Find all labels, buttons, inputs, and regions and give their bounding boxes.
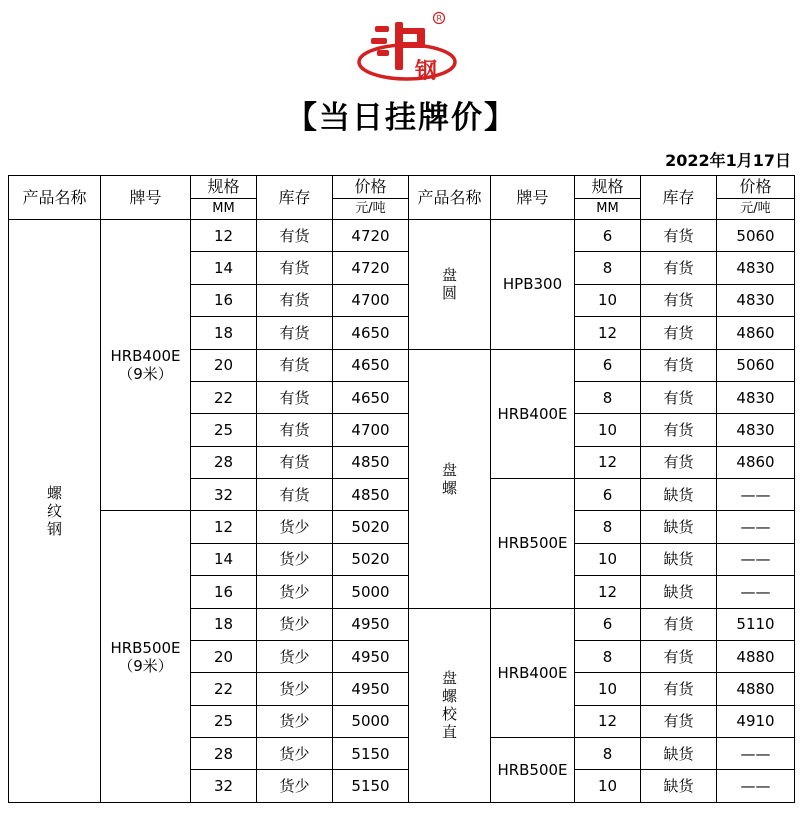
price-cell: 5020 [333, 511, 409, 543]
spec-cell: 14 [191, 543, 257, 575]
spec-cell: 12 [575, 317, 641, 349]
price-cell: 4830 [717, 414, 795, 446]
spec-cell: 10 [575, 414, 641, 446]
stock-cell: 货少 [257, 543, 333, 575]
brand-cell: HRB400E [491, 349, 575, 479]
stock-cell: 货少 [257, 640, 333, 672]
brand-cell: HRB500E [491, 738, 575, 803]
spec-cell: 12 [575, 576, 641, 608]
header-price: 价格 [717, 176, 795, 199]
spec-cell: 25 [191, 414, 257, 446]
header-price-unit: 元/吨 [717, 199, 795, 220]
price-cell: 4700 [333, 284, 409, 316]
stock-cell: 有货 [641, 349, 717, 381]
spec-cell: 12 [575, 446, 641, 478]
price-cell: 4950 [333, 673, 409, 705]
price-cell: 5000 [333, 705, 409, 737]
stock-cell: 货少 [257, 673, 333, 705]
stock-cell: 有货 [257, 317, 333, 349]
spec-cell: 20 [191, 640, 257, 672]
header-spec: 规格 [191, 176, 257, 199]
product-name-cell: 螺 纹 钢 [9, 220, 101, 803]
price-cell: 4950 [333, 640, 409, 672]
brand-cell: HRB500E （9米） [101, 511, 191, 803]
header-price: 价格 [333, 176, 409, 199]
page-title: 【当日挂牌价】 [286, 100, 517, 136]
price-cell: —— [717, 479, 795, 511]
header-spec-unit: MM [191, 199, 257, 220]
price-cell: 4830 [717, 381, 795, 413]
header-brand: 牌号 [101, 176, 191, 220]
stock-cell: 货少 [257, 770, 333, 803]
spec-cell: 14 [191, 252, 257, 284]
spec-cell: 28 [191, 738, 257, 770]
stock-cell: 有货 [257, 220, 333, 252]
company-logo [355, 10, 461, 86]
spec-cell: 18 [191, 317, 257, 349]
header-spec-unit: MM [575, 199, 641, 220]
stock-cell: 有货 [257, 349, 333, 381]
price-cell: —— [717, 576, 795, 608]
table-row [9, 220, 795, 252]
price-cell: —— [717, 543, 795, 575]
stock-cell: 货少 [257, 576, 333, 608]
spec-cell: 16 [191, 576, 257, 608]
price-cell: 4880 [717, 673, 795, 705]
stock-cell: 货少 [257, 511, 333, 543]
header-spec: 规格 [575, 176, 641, 199]
price-cell: —— [717, 738, 795, 770]
price-cell: 4860 [717, 317, 795, 349]
stock-cell: 有货 [641, 446, 717, 478]
price-cell: —— [717, 770, 795, 803]
header-product-name: 产品名称 [409, 176, 491, 220]
stock-cell: 有货 [257, 414, 333, 446]
spec-cell: 8 [575, 738, 641, 770]
price-cell: 5110 [717, 608, 795, 640]
stock-cell: 缺货 [641, 576, 717, 608]
header-stock: 库存 [641, 176, 717, 220]
spec-cell: 10 [575, 284, 641, 316]
spec-cell: 32 [191, 479, 257, 511]
stock-cell: 有货 [641, 220, 717, 252]
stock-cell: 货少 [257, 705, 333, 737]
product-name-cell: 盘 螺 校 直 [409, 608, 491, 803]
spec-cell: 32 [191, 770, 257, 803]
price-cell: 5150 [333, 770, 409, 803]
price-cell: 4830 [717, 252, 795, 284]
product-name-cell: 盘 圆 [409, 220, 491, 350]
price-cell: 4850 [333, 479, 409, 511]
price-cell: 4720 [333, 252, 409, 284]
header-price-unit: 元/吨 [333, 199, 409, 220]
price-cell: 4850 [333, 446, 409, 478]
stock-cell: 有货 [641, 705, 717, 737]
price-cell: 4910 [717, 705, 795, 737]
spec-cell: 8 [575, 511, 641, 543]
price-cell: 4830 [717, 284, 795, 316]
stock-cell: 有货 [641, 414, 717, 446]
stock-cell: 缺货 [641, 543, 717, 575]
spec-cell: 8 [575, 381, 641, 413]
stock-cell: 缺货 [641, 511, 717, 543]
brand-cell: HRB400E [491, 608, 575, 738]
spec-cell: 10 [575, 673, 641, 705]
spec-cell: 22 [191, 673, 257, 705]
stock-cell: 有货 [257, 252, 333, 284]
price-cell: 5060 [717, 349, 795, 381]
price-cell: 5060 [717, 220, 795, 252]
spec-cell: 16 [191, 284, 257, 316]
stock-cell: 有货 [641, 673, 717, 705]
logo-steel-char: 钢 [415, 58, 438, 84]
price-cell: 4880 [717, 640, 795, 672]
table-row [9, 511, 795, 543]
price-cell: 4720 [333, 220, 409, 252]
spec-cell: 12 [191, 511, 257, 543]
spec-cell: 12 [575, 705, 641, 737]
price-cell: 5150 [333, 738, 409, 770]
brand-cell: HRB400E （9米） [101, 220, 191, 511]
stock-cell: 有货 [641, 284, 717, 316]
spec-cell: 6 [575, 479, 641, 511]
header-row [9, 176, 795, 199]
stock-cell: 货少 [257, 738, 333, 770]
price-table [8, 175, 795, 803]
price-cell: 4860 [717, 446, 795, 478]
header-stock: 库存 [257, 176, 333, 220]
stock-cell: 有货 [257, 284, 333, 316]
spec-cell: 28 [191, 446, 257, 478]
price-cell: 4700 [333, 414, 409, 446]
svg-text:R: R [436, 14, 443, 23]
price-cell: 4650 [333, 317, 409, 349]
spec-cell: 12 [191, 220, 257, 252]
spec-cell: 8 [575, 252, 641, 284]
price-cell: —— [717, 511, 795, 543]
brand-cell: HRB500E [491, 479, 575, 609]
stock-cell: 有货 [257, 446, 333, 478]
stock-cell: 有货 [257, 479, 333, 511]
price-cell: 5000 [333, 576, 409, 608]
stock-cell: 有货 [641, 317, 717, 349]
spec-cell: 6 [575, 608, 641, 640]
stock-cell: 有货 [641, 608, 717, 640]
header-brand: 牌号 [491, 176, 575, 220]
price-cell: 4950 [333, 608, 409, 640]
price-date: 2022年1月17日 [665, 151, 791, 170]
spec-cell: 10 [575, 770, 641, 803]
price-cell: 4650 [333, 381, 409, 413]
spec-cell: 6 [575, 220, 641, 252]
spec-cell: 8 [575, 640, 641, 672]
spec-cell: 6 [575, 349, 641, 381]
stock-cell: 有货 [641, 252, 717, 284]
spec-cell: 18 [191, 608, 257, 640]
spec-cell: 22 [191, 381, 257, 413]
stock-cell: 有货 [257, 381, 333, 413]
spec-cell: 20 [191, 349, 257, 381]
stock-cell: 缺货 [641, 738, 717, 770]
product-name-cell: 盘 螺 [409, 349, 491, 608]
stock-cell: 货少 [257, 608, 333, 640]
spec-cell: 10 [575, 543, 641, 575]
price-cell: 4650 [333, 349, 409, 381]
stock-cell: 有货 [641, 640, 717, 672]
stock-cell: 缺货 [641, 770, 717, 803]
brand-cell: HPB300 [491, 220, 575, 350]
stock-cell: 缺货 [641, 479, 717, 511]
header-product-name: 产品名称 [9, 176, 101, 220]
price-cell: 5020 [333, 543, 409, 575]
spec-cell: 25 [191, 705, 257, 737]
stock-cell: 有货 [641, 381, 717, 413]
